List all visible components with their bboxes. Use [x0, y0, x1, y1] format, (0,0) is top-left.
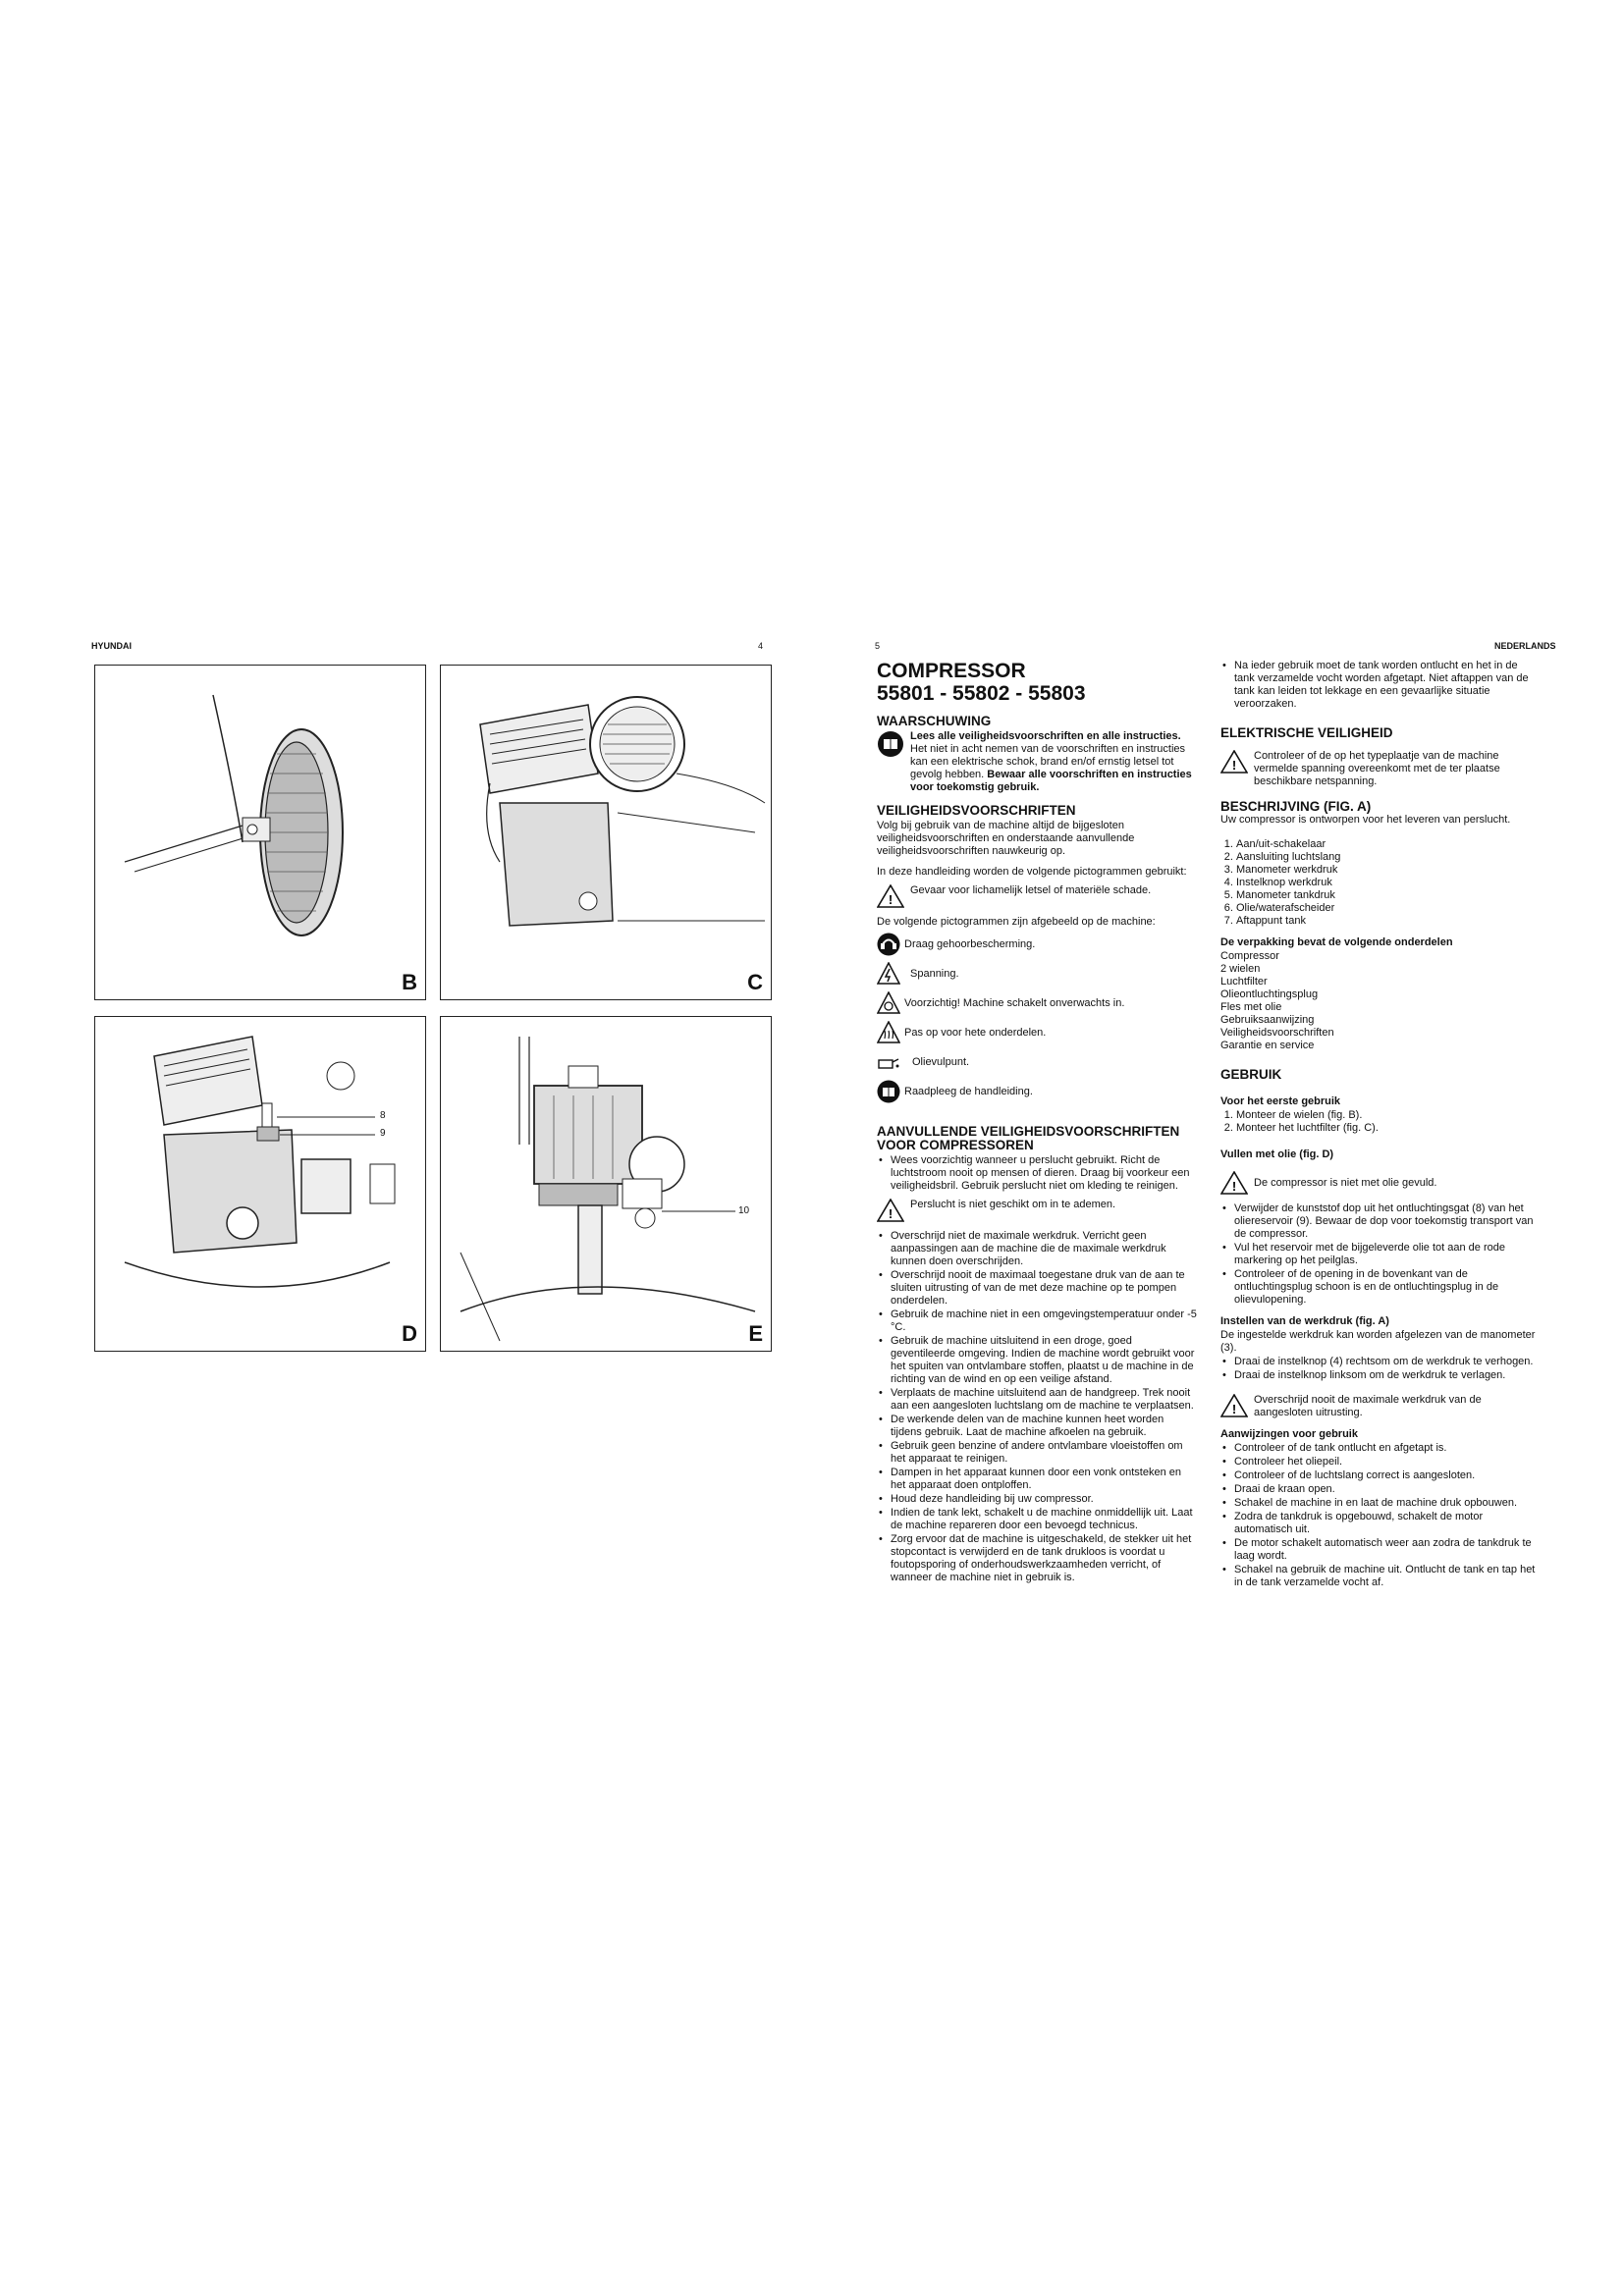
werkdruk-list: [1220, 1356, 1541, 1382]
hearing-protection-icon: [877, 933, 900, 956]
list-item: • Schakel de machine in en laat de machine druk opbouwen.: [1220, 1497, 1541, 1510]
list-item: • Zodra de tankdruk is opgebouwd, schakelt de motor automatisch uit.: [1220, 1511, 1541, 1536]
picto-voltage-label: Spanning.: [910, 967, 959, 980]
list-item: 6. Olie/waterafscheider: [1236, 902, 1541, 915]
waarschuwing-block: [877, 730, 1197, 794]
figure-letter-d: D: [402, 1321, 417, 1346]
list-item: • De werkende delen van de machine kunnen heet worden tijdens gebruik. Laat de machine afkoelen na gebruik.: [877, 1414, 1197, 1439]
picto-hot: [877, 1021, 1197, 1044]
elektrisch-warn: [1220, 750, 1541, 788]
picto-voltage: [877, 962, 1197, 986]
picto-manual: [877, 1080, 1197, 1103]
olie-list: [1220, 1202, 1541, 1307]
list-item: Luchtfilter: [1220, 976, 1268, 988]
list-item: • Indien de tank lekt, schakelt u de machine onmiddellijk uit. Laat de machine repareren door een bevoegd technicus.: [877, 1507, 1197, 1532]
verpakking-list: [1220, 950, 1541, 1052]
aanwijzingen-heading: Aanwijzingen voor gebruik: [1220, 1428, 1358, 1440]
list-item: • Controleer of de tank ontlucht en afgetapt is.: [1220, 1442, 1541, 1455]
picto-hearing: [877, 933, 1197, 956]
aanvullend-list-2: [877, 1230, 1197, 1584]
list-item: • Controleer het oliepeil.: [1220, 1456, 1541, 1468]
list-item: • Draai de instelknop linksom om de werkdruk te verlagen.: [1220, 1369, 1541, 1382]
aanvullend-warn-text: Perslucht is niet geschikt om in te ademen.: [910, 1199, 1116, 1210]
svg-text:!: !: [888, 892, 893, 907]
hot-surface-icon: [877, 1021, 900, 1044]
figure-e-pressure: [440, 1016, 772, 1352]
header-brand: HYUNDAI: [91, 641, 133, 651]
elektrisch-warn-text: Controleer of de op het typeplaatje van de machine vermelde spanning overeenkomt met de ter plaatse beschikbare netspanning.: [1254, 750, 1500, 787]
beschrijving-heading: BESCHRIJVING (FIG. A): [1220, 799, 1372, 814]
werkdruk-warn-text: Overschrijd nooit de maximale werkdruk van de aangesloten uitrusting.: [1254, 1394, 1482, 1418]
warning-triangle-icon: [1220, 1394, 1248, 1417]
beschrijving-intro: Uw compressor is ontworpen voor het leveren van perslucht.: [1220, 814, 1511, 826]
list-item: Garantie en service: [1220, 1040, 1315, 1051]
list-item: • Wees voorzichtig wanneer u perslucht gebruikt. Richt de luchtstroom nooit op mensen of dieren. Draag bij voorkeur een veiligheidsbril. Gebruik perslucht niet om kleding te reinigen.: [877, 1154, 1197, 1193]
veiligheid-warn: [877, 884, 1197, 908]
gebruik-heading: GEBRUIK: [1220, 1067, 1282, 1082]
list-item: • Schakel na gebruik de machine uit. Ontlucht de tank en tap het in de tank verzamelde vocht af.: [1220, 1564, 1541, 1589]
aanvullend-warn: [877, 1199, 1197, 1222]
list-item: • Gebruik geen benzine of andere ontvlambare vloeistoffen om het apparaat te reinigen.: [877, 1440, 1197, 1466]
figure-letter-e: E: [748, 1321, 763, 1346]
veiligheid-p1: Volg bij gebruik van de machine altijd de bijgesloten veiligheidsvoorschriften en onderstaande aanvullende veiligheidsvoorschriften nauwkeurig op.: [877, 820, 1135, 857]
list-item: 7. Aftappunt tank: [1236, 915, 1541, 928]
list-item: • Draai de instelknop (4) rechtsom om de werkdruk te verhogen.: [1220, 1356, 1541, 1368]
aanvullend-list-1: [877, 1154, 1197, 1193]
picto-oil: [877, 1050, 1197, 1074]
oil-fill-illustration: [95, 1017, 425, 1351]
list-item: 2. Aansluiting luchtslang: [1236, 851, 1541, 864]
figure-b-wheel: [94, 665, 426, 1000]
olie-heading: Vullen met olie (fig. D): [1220, 1148, 1334, 1160]
col2-top-list: [1220, 660, 1541, 711]
left-page-number: 4: [758, 641, 764, 651]
right-column-1: [877, 660, 1197, 1588]
svg-text:!: !: [888, 1206, 893, 1221]
oil-fill-icon: [877, 1050, 900, 1074]
warning-triangle-icon: [1220, 1171, 1248, 1195]
list-item: • Dampen in het apparaat kunnen door een vonk ontsteken en het apparaat doen ontploffen.: [877, 1467, 1197, 1492]
callout-10: 10: [738, 1205, 750, 1216]
airfilter-illustration: [441, 666, 771, 999]
right-page-number: 5: [875, 641, 881, 651]
veiligheid-warn-text: Gevaar voor lichamelijk letsel of materiële schade.: [910, 884, 1152, 896]
svg-text:!: !: [1231, 758, 1237, 773]
picto-autostart: [877, 991, 1197, 1015]
list-item: • De motor schakelt automatisch weer aan zodra de tankdruk te laag wordt.: [1220, 1537, 1541, 1563]
figure-letter-c: C: [747, 970, 763, 994]
werkdruk-warn: [1220, 1394, 1541, 1419]
list-item: • Controleer of de luchtslang correct is aangesloten.: [1220, 1469, 1541, 1482]
list-item: Compressor: [1220, 950, 1279, 962]
picto-oil-label: Olievulpunt.: [912, 1055, 970, 1068]
picto-autostart-label: Voorzichtig! Machine schakelt onverwachts in.: [904, 996, 1125, 1009]
waarschuwing-text: Het niet in acht nemen van de voorschriften en instructies kan een elektrische schok, brand en/of ernstig letsel tot gevolg hebben.: [910, 743, 1186, 780]
list-item: • Overschrijd nooit de maximaal toegestane druk van de aan te sluiten uitrusting of van de met deze machine op te pompen onderdelen.: [877, 1269, 1197, 1308]
eerste-gebruik-list: [1220, 1109, 1541, 1135]
beschrijving-parts-list: [1220, 838, 1541, 928]
voltage-warning-icon: [877, 962, 900, 986]
consult-manual-icon: [877, 1080, 900, 1103]
list-item: • Overschrijd niet de maximale werkdruk. Verricht geen aanpassingen aan de machine die de maximale werkdruk kunnen doen overschrijden.: [877, 1230, 1197, 1268]
list-item: 1. Aan/uit-schakelaar: [1236, 838, 1541, 851]
list-item: Olieontluchtingsplug: [1220, 988, 1319, 1000]
list-item: • Gebruik de machine niet in een omgevingstemperatuur onder -5 °C.: [877, 1308, 1197, 1334]
svg-text:!: !: [1231, 1179, 1237, 1194]
callout-8: 8: [380, 1110, 386, 1121]
list-item: • Draai de kraan open.: [1220, 1483, 1541, 1496]
olie-warn-text: De compressor is niet met olie gevuld.: [1254, 1177, 1437, 1189]
list-item: 5. Manometer tankdruk: [1236, 889, 1541, 902]
list-item: 4. Instelknop werkdruk: [1236, 877, 1541, 889]
veiligheid-p2: In deze handleiding worden de volgende pictogrammen gebruikt:: [877, 866, 1187, 878]
warning-triangle-icon: [877, 884, 904, 908]
list-item: Fles met olie: [1220, 1001, 1282, 1013]
eerste-gebruik-heading: Voor het eerste gebruik: [1220, 1095, 1341, 1107]
list-item: • Verwijder de kunststof dop uit het ontluchtingsgat (8) van het oliereservoir (9). Bewaar de dop voor toekomstig transport van de compressor.: [1220, 1202, 1541, 1241]
warning-triangle-icon: [877, 1199, 904, 1222]
list-item: • Na ieder gebruik moet de tank worden ontlucht en het in de tank verzamelde vocht worden afgetapt. Niet aftappen van de tank kan leiden tot lekkage en een gevaarlijke situatie veroorzaken.: [1220, 660, 1541, 711]
wheel-illustration: [95, 666, 425, 999]
list-item: Veiligheidsvoorschriften: [1220, 1027, 1334, 1039]
pressure-switch-illustration: [441, 1017, 771, 1351]
aanwijzingen-list: [1220, 1442, 1541, 1589]
list-item: Gebruiksaanwijzing: [1220, 1014, 1315, 1026]
page-title-line2: 55801 - 55802 - 55803: [877, 682, 1086, 705]
aanvullend-heading1: AANVULLENDE VEILIGHEIDSVOORSCHRIFTEN: [877, 1124, 1180, 1139]
veiligheid-p3: De volgende pictogrammen zijn afgebeeld op de machine:: [877, 916, 1156, 928]
werkdruk-heading: Instellen van de werkdruk (fig. A): [1220, 1315, 1389, 1327]
list-item: 1. Monteer de wielen (fig. B).: [1236, 1109, 1541, 1122]
figure-letter-b: B: [402, 970, 417, 994]
picto-hearing-label: Draag gehoorbescherming.: [904, 937, 1036, 950]
verpakking-heading: De verpakking bevat de volgende onderdelen: [1220, 936, 1453, 948]
list-item: 2. Monteer het luchtfilter (fig. C).: [1236, 1122, 1541, 1135]
werkdruk-intro: De ingestelde werkdruk kan worden afgelezen van de manometer (3).: [1220, 1329, 1536, 1354]
figure-c-airfilter: [440, 665, 772, 1000]
aanvullend-heading2: VOOR COMPRESSOREN: [877, 1138, 1034, 1152]
right-column-2: [1220, 660, 1541, 1593]
list-item: • Houd deze handleiding bij uw compressor.: [877, 1493, 1197, 1506]
veiligheid-heading: VEILIGHEIDSVOORSCHRIFTEN: [877, 803, 1076, 818]
auto-start-warning-icon: [877, 991, 900, 1015]
header-language: NEDERLANDS: [1494, 641, 1556, 651]
elektrisch-heading: ELEKTRISCHE VEILIGHEID: [1220, 725, 1393, 740]
warning-triangle-icon: [1220, 750, 1248, 774]
picto-manual-label: Raadpleeg de handleiding.: [904, 1085, 1033, 1097]
list-item: 3. Manometer werkdruk: [1236, 864, 1541, 877]
read-manual-icon: [877, 730, 904, 758]
picto-hot-label: Pas op voor hete onderdelen.: [904, 1026, 1047, 1039]
waarschuwing-bold2: Bewaar alle voorschriften en instructies voor toekomstig gebruik.: [910, 769, 1192, 793]
list-item: • Zorg ervoor dat de machine is uitgeschakeld, de stekker uit het stopcontact is verwijderd en de tank drukloos is voordat u foutopsporing of onderhoudswerkzaamheden verricht, of wanneer de machine niet in gebruik is.: [877, 1533, 1197, 1584]
list-item: • Gebruik de machine uitsluitend in een droge, goed geventileerde omgeving. Indien de machine wordt gebruikt voor het spuiten van ontvlambare stoffen, plaatst u de machine in de richting van de wind en op een veilige afstand.: [877, 1335, 1197, 1386]
list-item: 2 wielen: [1220, 963, 1261, 975]
list-item: • Vul het reservoir met de bijgeleverde olie tot aan de rode markering op het peilglas.: [1220, 1242, 1541, 1267]
list-item: • Controleer of de opening in de bovenkant van de ontluchtingsplug schoon is en de ontluchtingsplug in de olievulopening.: [1220, 1268, 1541, 1307]
page-title-line1: COMPRESSOR: [877, 660, 1026, 682]
waarschuwing-heading: WAARSCHUWING: [877, 714, 992, 728]
svg-text:!: !: [1231, 1402, 1237, 1416]
waarschuwing-bold1: Lees alle veiligheidsvoorschriften en alle instructies.: [910, 730, 1181, 742]
figure-d-oil: [94, 1016, 426, 1352]
callout-9: 9: [380, 1128, 386, 1139]
olie-warn: [1220, 1171, 1541, 1195]
list-item: • Verplaats de machine uitsluitend aan de handgreep. Trek nooit aan een aangesloten luchtslang om de machine te verplaatsen.: [877, 1387, 1197, 1413]
